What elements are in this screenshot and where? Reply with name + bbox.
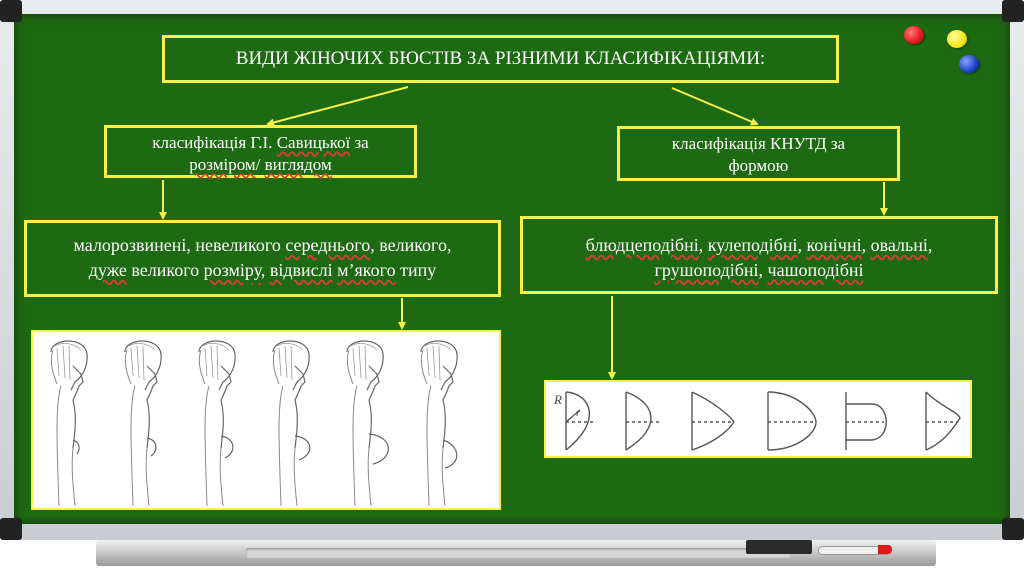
text-segment: м’якого [337, 260, 396, 280]
text-segment: , [698, 235, 708, 255]
text-segment: , [797, 235, 807, 255]
size-types-box [24, 220, 501, 297]
text-segment: , [260, 260, 270, 280]
text-segment: / [255, 155, 265, 174]
text-segment: розміром [189, 155, 256, 174]
text-segment: за [350, 133, 369, 152]
text-segment: великого [126, 260, 204, 280]
breast-shapes-illustration [546, 382, 970, 456]
classification-savytska-box [104, 125, 417, 178]
shape-label-R: R [554, 392, 562, 407]
text-segment: конічні [806, 235, 862, 255]
classification-savytska-line1 [107, 132, 414, 154]
text-segment: типу [395, 260, 437, 280]
bust-silhouettes-image [31, 330, 501, 510]
shape-types-box [520, 216, 998, 294]
text-segment: малорозвинені, невеликого [73, 235, 286, 255]
text-segment: грушоподібні [654, 260, 759, 280]
shape-label-r: r [576, 407, 581, 419]
text-segment: , [927, 235, 933, 255]
arrow-title-to-right [672, 88, 757, 124]
classification-savytska-line2 [107, 154, 414, 176]
text-segment: чашоподібні [767, 260, 864, 280]
text-segment: розміру [203, 260, 261, 280]
text-segment: виглядом [264, 155, 332, 174]
text-segment: дуже [88, 260, 127, 280]
classification-knutd-box [617, 126, 900, 181]
shape-types-line2 [523, 258, 995, 283]
size-types-line2 [27, 258, 498, 283]
size-types-line1 [27, 233, 498, 258]
text-segment: овальні [870, 235, 928, 255]
text-segment: кулеподібні [707, 235, 798, 255]
bust-silhouettes-illustration [33, 332, 499, 508]
text-segment: середнього [285, 235, 371, 255]
arrow-title-to-left [268, 87, 408, 124]
text-segment: Савицької [276, 133, 351, 152]
text-segment: блюдцеподібні [585, 235, 699, 255]
text-segment: , [758, 260, 768, 280]
shape-types-line1 [523, 233, 995, 258]
breast-shapes-image [544, 380, 972, 458]
text-segment: , великого, [370, 235, 452, 255]
page-title: ВИДИ ЖІНОЧИХ БЮСТІВ ЗА РІЗНИМИ КЛАСИФІКАЦІЯМИ: [162, 35, 839, 83]
classification-knutd-line1: класифікація КНУТД за [671, 134, 846, 153]
text-segment: відвислі [269, 260, 333, 280]
text-segment: , [861, 235, 871, 255]
text-segment: класифікація Г.І. [152, 133, 277, 152]
classification-knutd-line2: формою [728, 156, 789, 175]
